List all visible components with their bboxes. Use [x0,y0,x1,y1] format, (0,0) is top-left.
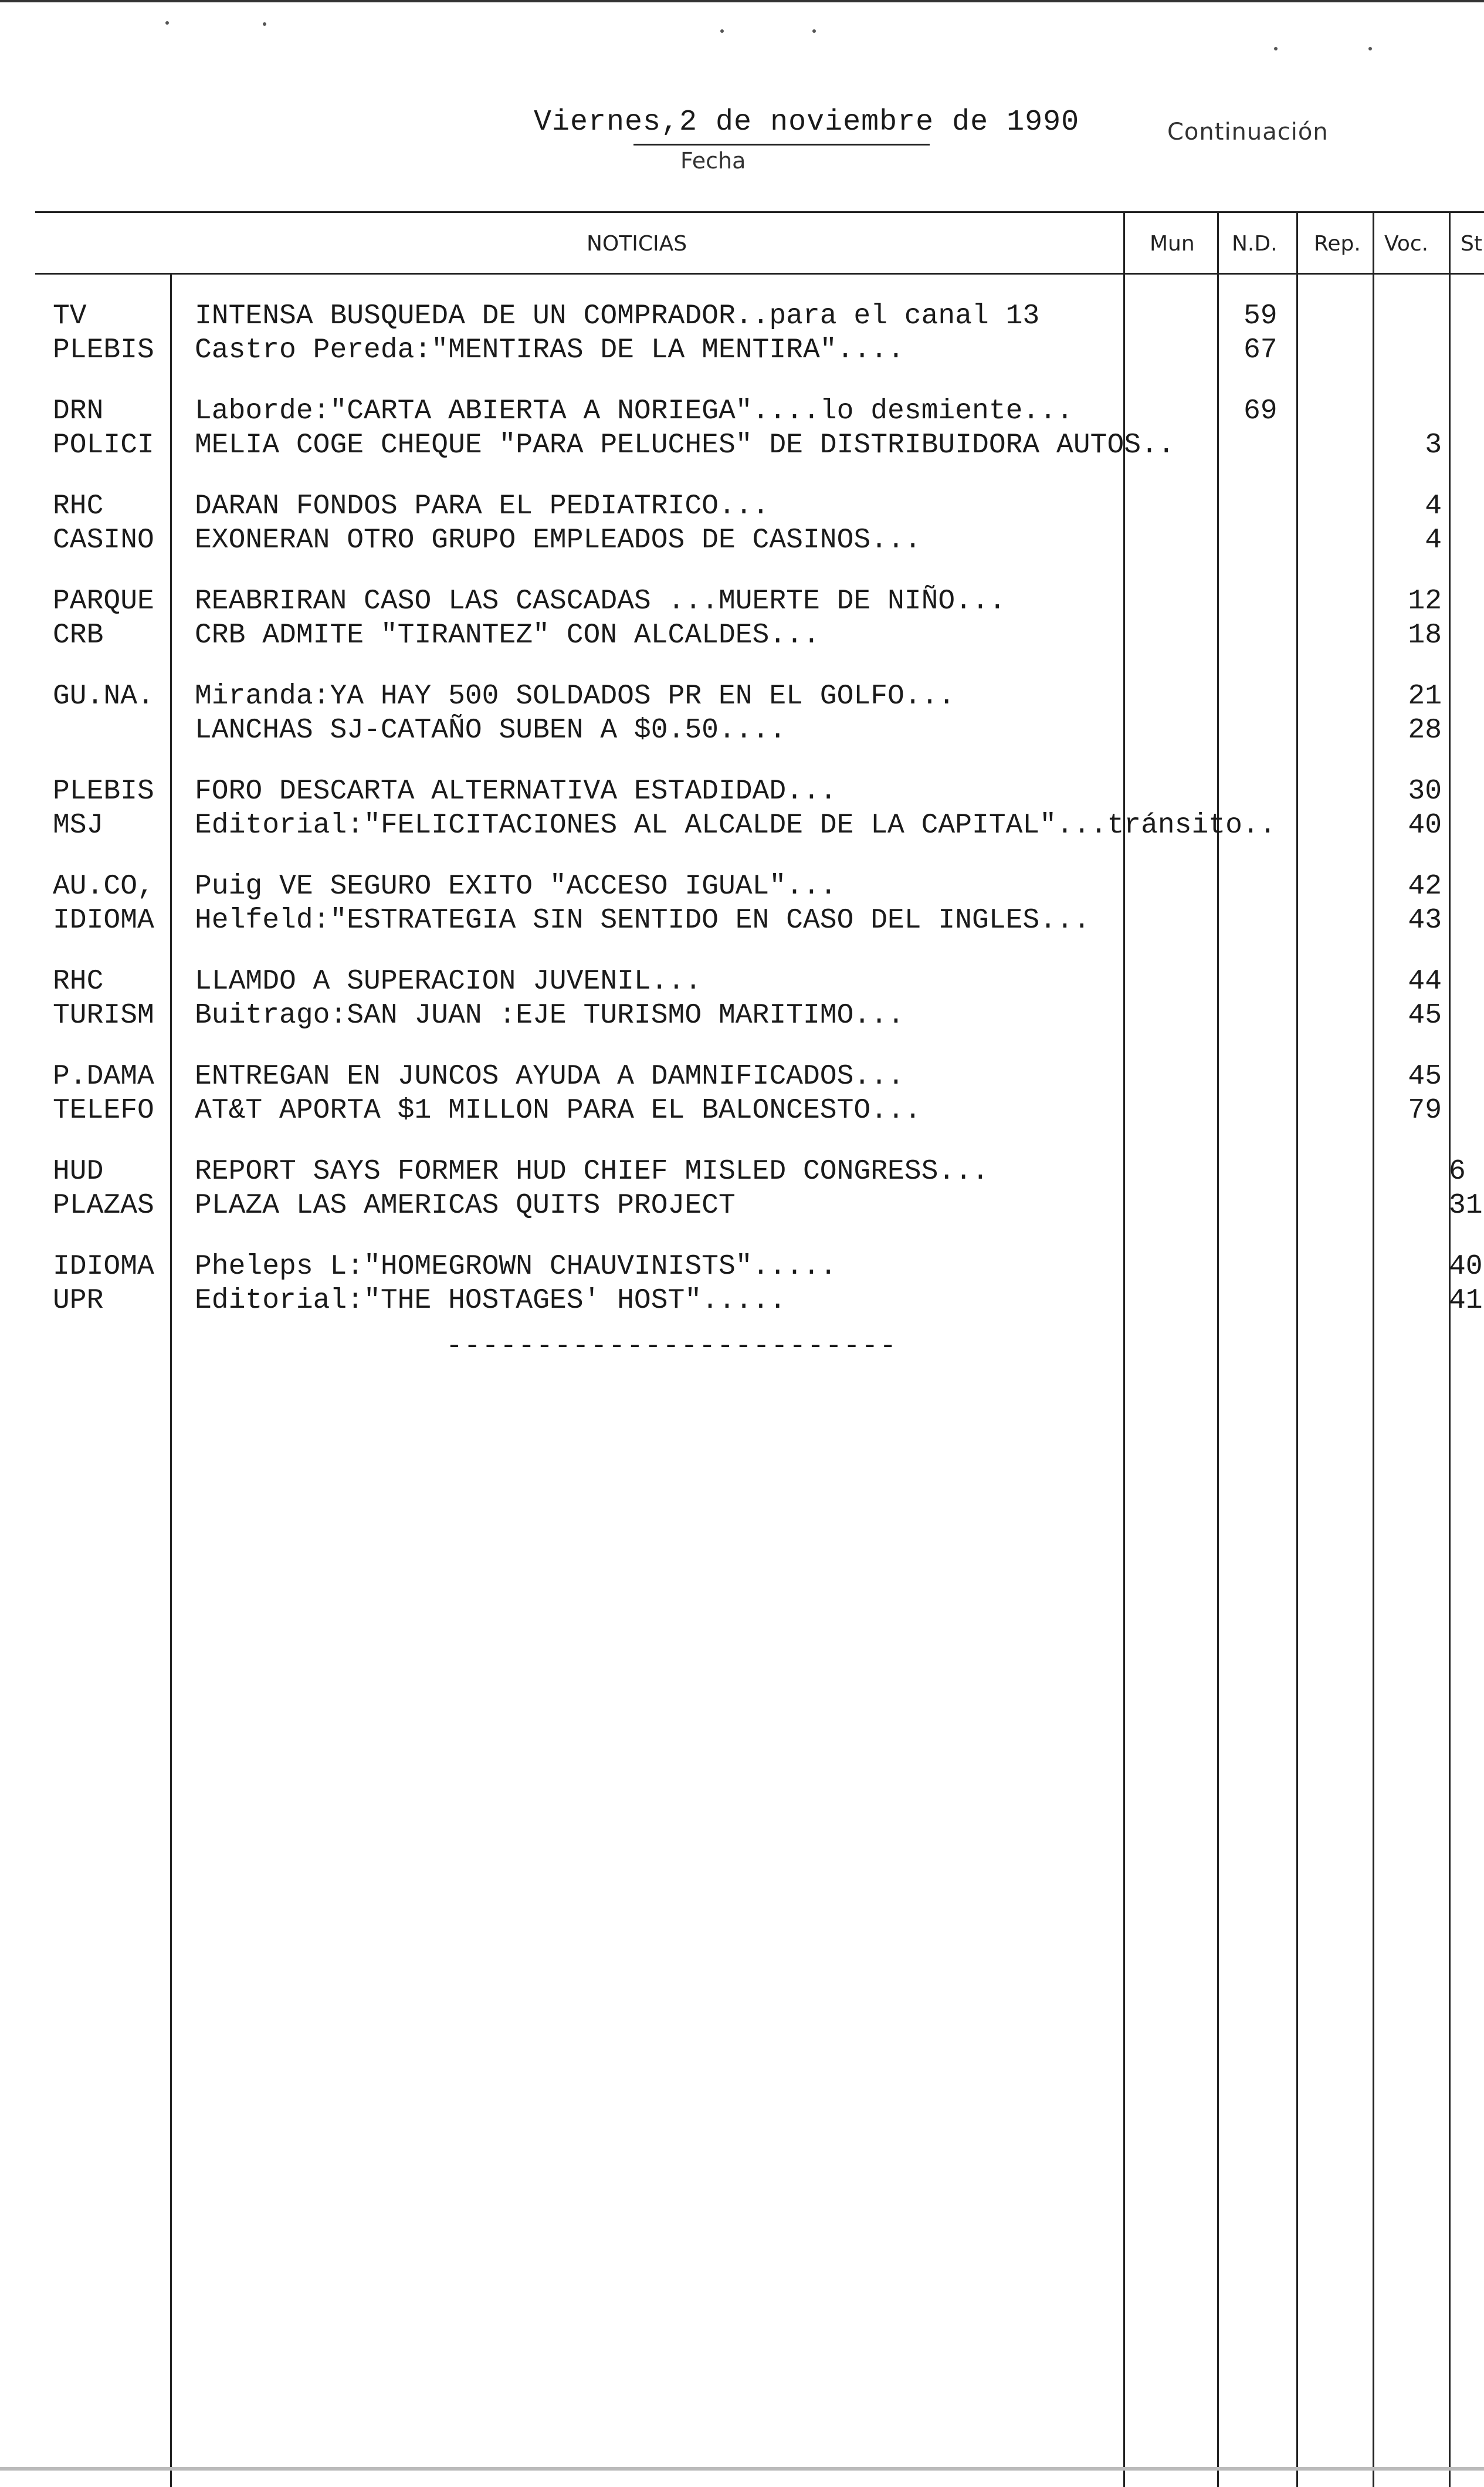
row-section: P.DAMA [53,1061,154,1092]
row-headline: MELIA COGE CHEQUE "PARA PELUCHES" DE DISTRIBUIDORA AUTOS.. [195,429,1175,461]
row-headline: FORO DESCARTA ALTERNATIVA ESTADIDAD... [195,776,837,807]
row-voc-page: 42 [1408,871,1442,902]
row-headline: LLAMDO A SUPERACION JUVENIL... [195,966,702,997]
end-separator: ------------------------- [446,1331,898,1362]
row-headline: Editorial:"FELICITACIONES AL ALCALDE DE LA CAPITAL"...tránsito.. [195,810,1276,841]
row-section: PLEBIS [53,334,154,366]
date-label: Fecha [680,148,746,174]
scan-speck [812,29,816,33]
col-header-rep: Rep. [1314,232,1361,256]
nd-column-divider [1217,211,1219,2487]
row-headline: Laborde:"CARTA ABIERTA A NORIEGA"....lo desmiente... [195,395,1073,427]
scan-speck [720,29,724,33]
row-voc-page: 4 [1425,490,1442,522]
row-section: IDIOMA [53,905,154,936]
row-section: GU.NA. [53,681,154,712]
row-section: TURISM [53,1000,154,1031]
row-voc-page: 28 [1408,715,1442,746]
row-headline: Puig VE SEGURO EXITO "ACCESO IGUAL"... [195,871,837,902]
row-headline: Editorial:"THE HOSTAGES' HOST"..... [195,1285,787,1317]
row-voc-page: 45 [1408,1061,1442,1092]
table-top-border [35,211,1484,213]
col-header-st: St [1461,232,1482,256]
row-section: CRB [53,620,104,651]
row-headline: INTENSA BUSQUEDA DE UN COMPRADOR..para el canal 13 [195,300,1040,332]
row-section: HUD [53,1156,104,1187]
row-headline: Castro Pereda:"MENTIRAS DE LA MENTIRA".... [195,334,904,366]
row-st-page: 6 [1449,1156,1466,1187]
col-header-nd: N.D. [1232,232,1278,256]
voc-column-divider [1373,211,1374,2487]
row-voc-page: 30 [1408,776,1442,807]
row-voc-page: 43 [1408,905,1442,936]
scan-top-edge [0,0,1484,2]
row-section: CASINO [53,525,154,556]
row-section: DRN [53,395,104,427]
row-headline: AT&T APORTA $1 MILLON PARA EL BALONCESTO... [195,1095,921,1126]
scan-bottom-edge [0,2467,1484,2471]
report-date: Viernes,2 de noviembre de 1990 [534,106,1080,139]
row-section: IDIOMA [53,1251,154,1283]
row-voc-page: 44 [1408,966,1442,997]
col-header-noticias: NOTICIAS [587,232,687,256]
row-voc-page: 21 [1408,681,1442,712]
scan-speck [1274,47,1278,50]
row-nd-page: 69 [1244,395,1278,427]
row-voc-page: 40 [1408,810,1442,841]
section-column-divider [170,273,172,2487]
col-header-mun: Mun [1150,232,1195,256]
row-headline: PLAZA LAS AMERICAS QUITS PROJECT [195,1190,736,1221]
row-nd-page: 59 [1244,300,1278,332]
row-section: UPR [53,1285,104,1317]
row-section: PLAZAS [53,1190,154,1221]
rep-column-divider [1296,211,1298,2487]
row-headline: ENTREGAN EN JUNCOS AYUDA A DAMNIFICADOS... [195,1061,904,1092]
row-st-page: 41 [1449,1285,1483,1317]
scan-speck [165,21,169,25]
row-headline: EXONERAN OTRO GRUPO EMPLEADOS DE CASINOS... [195,525,921,556]
scan-speck [263,22,266,26]
row-section: RHC [53,490,104,522]
header-bottom-border [35,273,1484,275]
row-voc-page: 3 [1425,429,1442,461]
row-headline: REPORT SAYS FORMER HUD CHIEF MISLED CONGRESS... [195,1156,989,1187]
row-headline: Pheleps L:"HOMEGROWN CHAUVINISTS"..... [195,1251,837,1283]
row-voc-page: 79 [1408,1095,1442,1126]
row-nd-page: 67 [1244,334,1278,366]
row-section: PLEBIS [53,776,154,807]
row-section: POLICI [53,429,154,461]
row-voc-page: 4 [1425,525,1442,556]
row-headline: CRB ADMITE "TIRANTEZ" CON ALCALDES... [195,620,820,651]
continuation-label: Continuación [1167,119,1329,146]
row-st-page: 40 [1449,1251,1483,1283]
row-headline: Helfeld:"ESTRATEGIA SIN SENTIDO EN CASO DEL INGLES... [195,905,1090,936]
st-column-divider [1449,211,1451,2487]
row-section: RHC [53,966,104,997]
row-headline: Buitrago:SAN JUAN :EJE TURISMO MARITIMO... [195,1000,904,1031]
scan-speck [1368,47,1372,50]
row-voc-page: 45 [1408,1000,1442,1031]
row-section: TV [53,300,87,332]
col-header-voc: Voc. [1384,232,1429,256]
row-voc-page: 18 [1408,620,1442,651]
row-section: AU.CO, [53,871,154,902]
row-headline: DARAN FONDOS PARA EL PEDIATRICO... [195,490,770,522]
row-voc-page: 12 [1408,586,1442,617]
mun-column-divider [1123,211,1125,2487]
row-section: PARQUE [53,586,154,617]
row-headline: REABRIRAN CASO LAS CASCADAS ...MUERTE DE NIÑO... [195,586,1006,617]
row-headline: LANCHAS SJ-CATAÑO SUBEN A $0.50.... [195,715,787,746]
row-section: TELEFO [53,1095,154,1126]
date-underline [633,144,930,146]
row-st-page: 31 [1449,1190,1483,1221]
row-headline: Miranda:YA HAY 500 SOLDADOS PR EN EL GOLFO... [195,681,956,712]
row-section: MSJ [53,810,104,841]
